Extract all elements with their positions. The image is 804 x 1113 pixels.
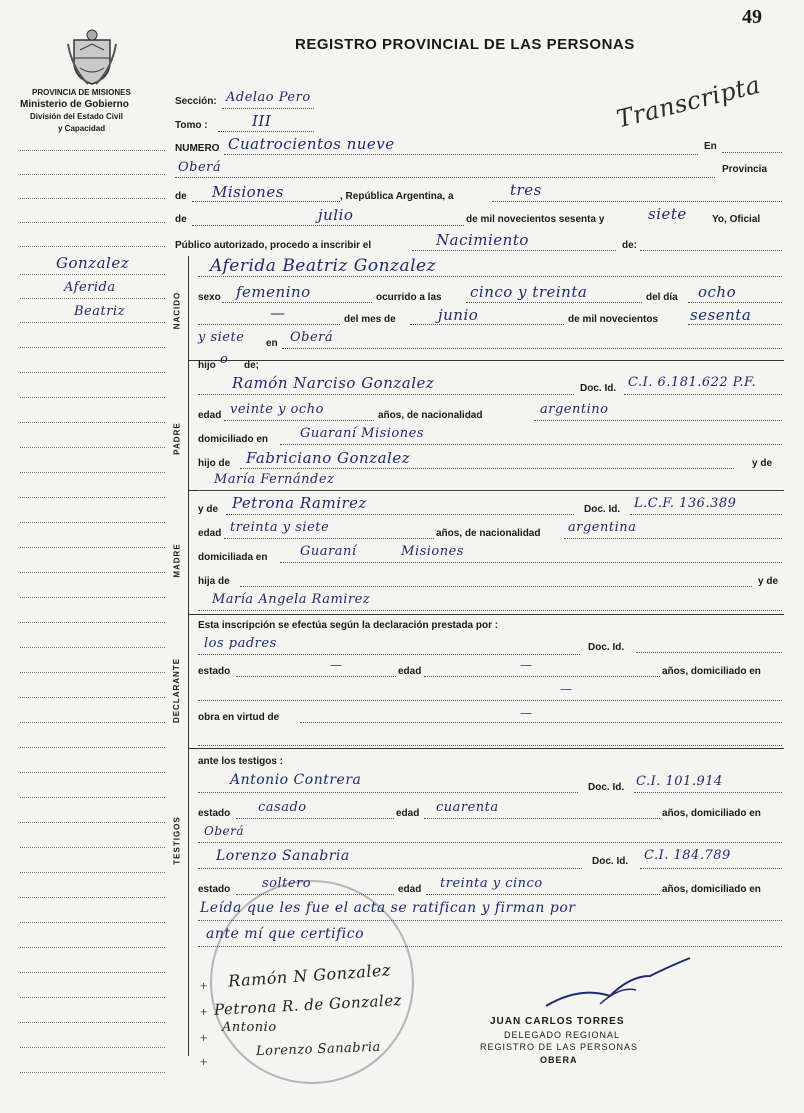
signature-mark-2: + bbox=[200, 1004, 208, 1019]
field-acto: Nacimiento bbox=[436, 231, 529, 249]
field-testigo-1-estado: casado bbox=[258, 800, 307, 815]
field-madre-domicilio: Guaraní Misiones bbox=[300, 544, 464, 559]
field-declarante-edad: — bbox=[520, 658, 533, 672]
page-number: 49 bbox=[742, 6, 762, 28]
field-madre-nacionalidad: argentina bbox=[568, 520, 637, 535]
label-provincia: Provincia bbox=[722, 164, 768, 175]
label-y-de-3: y de bbox=[758, 576, 779, 587]
field-declarante: los padres bbox=[204, 636, 277, 651]
label-madre-nacionalidad: años, de nacionalidad bbox=[436, 528, 541, 539]
field-anio-nacimiento: sesenta bbox=[690, 306, 752, 324]
field-declarante-domicilio: — bbox=[560, 682, 573, 696]
label-padre-doc: Doc. Id. bbox=[580, 383, 617, 394]
field-dia-nacimiento: ocho bbox=[698, 283, 737, 301]
section-label-declarante: DECLARANTE bbox=[172, 657, 182, 723]
label-madre-edad: edad bbox=[198, 528, 222, 539]
label-de-4: de; bbox=[244, 360, 259, 371]
authority-line-1: PROVINCIA DE MISIONES bbox=[32, 88, 131, 97]
label-publico: Público autorizado, procedo a inscribir el bbox=[175, 240, 372, 251]
margin-note-surname: Gonzalez bbox=[56, 254, 130, 272]
label-declarante-estado: estado bbox=[198, 666, 231, 677]
label-sexo: sexo bbox=[198, 292, 221, 303]
field-hijo: o bbox=[220, 352, 229, 367]
field-anio: siete bbox=[648, 205, 687, 223]
authority-line-4: y Capacidad bbox=[58, 124, 106, 133]
field-mes-nacimiento: junio bbox=[438, 306, 479, 324]
signature-mother: Petrona R. de Gonzalez bbox=[213, 991, 403, 1019]
field-padre-nombre: Ramón Narciso Gonzalez bbox=[232, 374, 435, 392]
field-padre-edad: veinte y ocho bbox=[230, 402, 324, 417]
signature-mark-1: + bbox=[200, 978, 208, 993]
field-padre-doc: C.I. 6.181.622 P.F. bbox=[628, 375, 757, 390]
official-office: REGISTRO DE LAS PERSONAS bbox=[480, 1042, 639, 1052]
label-obra: obra en virtud de bbox=[198, 712, 280, 723]
label-republica: , República Argentina, a bbox=[340, 191, 454, 202]
label-padre-edad: edad bbox=[198, 410, 222, 421]
signature-father: Ramón N Gonzalez bbox=[227, 960, 392, 991]
label-testigo-2-estado: estado bbox=[198, 884, 231, 895]
label-en-2: en bbox=[266, 338, 278, 349]
label-inscripcion: Esta inscripción se efectúa según la declaración prestada por : bbox=[198, 620, 499, 631]
field-padre-domicilio: Guaraní Misiones bbox=[300, 426, 424, 441]
label-declarante-edad: edad bbox=[398, 666, 422, 677]
field-anio-nacimiento-2: y siete bbox=[198, 330, 245, 345]
section-label-madre: MADRE bbox=[172, 542, 182, 578]
field-abuelo-paterno: Fabriciano Gonzalez bbox=[246, 449, 411, 467]
field-testigo-1-edad: cuarenta bbox=[436, 800, 499, 815]
label-mil-novecientos: de mil novecientos bbox=[568, 314, 659, 325]
field-dia: tres bbox=[510, 181, 542, 199]
label-seccion: Sección: bbox=[175, 96, 217, 107]
label-testigo-1-estado: estado bbox=[198, 808, 231, 819]
label-testigos: ante los testigos : bbox=[198, 756, 284, 767]
transcription-signature: Transcripta bbox=[613, 70, 764, 134]
label-mil-sesenta: de mil novecientos sesenta y bbox=[466, 214, 605, 225]
label-testigo-2-doc: Doc. Id. bbox=[592, 856, 629, 867]
margin-note-second-name: Beatriz bbox=[74, 304, 125, 319]
field-nombre: Aferida Beatriz Gonzalez bbox=[210, 256, 437, 276]
label-en: En bbox=[704, 141, 717, 152]
label-de: de bbox=[175, 191, 187, 202]
field-madre-doc: L.C.F. 136.389 bbox=[634, 496, 737, 511]
closing-line-1: Leída que les fue el acta se ratifican y firman por bbox=[200, 900, 576, 916]
official-signature-flourish bbox=[540, 946, 700, 1016]
field-testigo-1-domicilio: Oberá bbox=[204, 824, 245, 838]
label-testigo-2-domicilio: años, domiciliado en bbox=[662, 884, 761, 895]
label-ocurrido: ocurrido a las bbox=[376, 292, 442, 303]
label-del-dia: del día bbox=[646, 292, 678, 303]
signature-mark-3: + bbox=[200, 1030, 208, 1045]
official-city: OBERA bbox=[540, 1055, 578, 1065]
field-numero: Cuatrocientos nueve bbox=[228, 135, 395, 153]
signature-witness-1: Antonio bbox=[222, 1020, 277, 1035]
section-label-padre: PADRE bbox=[172, 421, 182, 455]
signature-witness-2: Lorenzo Sanabria bbox=[255, 1039, 382, 1060]
field-lugar-nacimiento: Oberá bbox=[290, 330, 334, 345]
label-madre: y de bbox=[198, 504, 219, 515]
label-testigo-1-edad: edad bbox=[396, 808, 420, 819]
label-de-2: de bbox=[175, 214, 187, 225]
field-abuela-materna: María Angela Ramirez bbox=[212, 592, 371, 607]
label-testigo-2-edad: edad bbox=[398, 884, 422, 895]
field-hora: cinco y treinta bbox=[470, 283, 588, 301]
field-testigo-2-edad: treinta y cinco bbox=[440, 876, 543, 891]
label-padre-domicilio: domiciliado en bbox=[198, 434, 269, 445]
official-role: DELEGADO REGIONAL bbox=[504, 1030, 621, 1040]
field-mes: julio bbox=[318, 206, 354, 224]
signature-mark-4: + bbox=[200, 1054, 208, 1069]
label-del-mes: del mes de bbox=[344, 314, 396, 325]
label-madre-domicilio: domiciliada en bbox=[198, 552, 268, 563]
field-obra: — bbox=[520, 706, 533, 720]
field-sexo: femenino bbox=[236, 283, 311, 301]
label-declarante-domicilio: años, domiciliado en bbox=[662, 666, 761, 677]
field-testigo-2: Lorenzo Sanabria bbox=[216, 848, 350, 864]
field-declarante-estado: — bbox=[330, 658, 343, 672]
field-testigo-1: Antonio Contrera bbox=[230, 772, 362, 788]
field-tomo: III bbox=[252, 112, 272, 130]
label-y-de: y de bbox=[752, 458, 773, 469]
authority-line-2: Ministerio de Gobierno bbox=[20, 99, 129, 110]
field-testigo-2-doc: C.I. 184.789 bbox=[644, 848, 731, 863]
label-hijo: hijo bbox=[198, 360, 216, 371]
label-hijo-de: hijo de bbox=[198, 458, 231, 469]
field-testigo-2-estado: soltero bbox=[262, 876, 312, 891]
margin-note-first-name: Aferida bbox=[64, 280, 116, 295]
label-tomo: Tomo : bbox=[175, 120, 208, 131]
field-seccion: Adelao Pero bbox=[226, 90, 311, 105]
official-name: JUAN CARLOS TORRES bbox=[490, 1016, 625, 1027]
authority-line-3: División del Estado Civil bbox=[30, 112, 123, 121]
section-label-testigos: TESTIGOS bbox=[172, 815, 182, 865]
field-madre-nombre: Petrona Ramirez bbox=[232, 494, 367, 512]
label-hija-de: hija de bbox=[198, 576, 230, 587]
form-title: REGISTRO PROVINCIAL DE LAS PERSONAS bbox=[295, 36, 635, 53]
label-testigo-1-domicilio: años, domiciliado en bbox=[662, 808, 761, 819]
label-yo-oficial: Yo, Oficial bbox=[712, 214, 761, 225]
label-padre-nacionalidad: años, de nacionalidad bbox=[378, 410, 483, 421]
field-lugar: Oberá bbox=[178, 160, 222, 175]
closing-line-2: ante mí que certifico bbox=[206, 926, 364, 942]
section-label-nacido: NACIDO bbox=[172, 291, 182, 329]
field-madre-edad: treinta y siete bbox=[230, 520, 330, 535]
field-testigo-1-doc: C.I. 101.914 bbox=[636, 774, 723, 789]
field-dash-1: — bbox=[270, 304, 286, 322]
label-de-3: de: bbox=[622, 240, 637, 251]
field-abuela-paterna: María Fernández bbox=[214, 472, 335, 487]
label-madre-doc: Doc. Id. bbox=[584, 504, 621, 515]
label-declarante-doc: Doc. Id. bbox=[588, 642, 625, 653]
label-testigo-1-doc: Doc. Id. bbox=[588, 782, 625, 793]
field-padre-nacionalidad: argentino bbox=[540, 402, 609, 417]
coat-of-arms-icon bbox=[66, 28, 118, 86]
field-provincia: Misiones bbox=[212, 183, 284, 201]
label-numero: NUMERO bbox=[175, 143, 220, 154]
